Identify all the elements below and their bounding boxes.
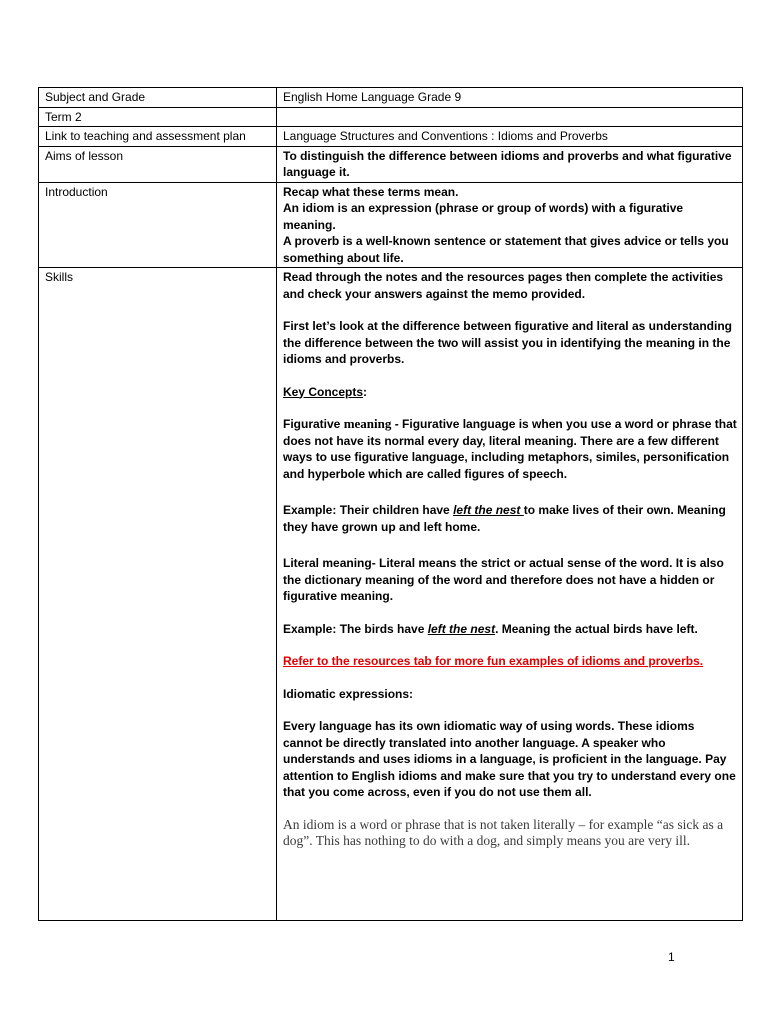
example-suffix: . Meaning the actual birds have left. — [495, 621, 698, 636]
lesson-plan-table — [38, 87, 743, 921]
example-suffix: to make lives of their own. Meaning they have grown up and left home. — [283, 503, 726, 534]
table-row — [39, 107, 743, 127]
intro-proverb — [283, 233, 737, 266]
row-label: Skills — [39, 268, 277, 921]
figurative-word: Figurative — [283, 417, 344, 431]
figurative-definition: - Figurative language is when you use a word or phrase that does not have its normal every day, literal meaning. There are a few different ways to use figurative language, including metaphors, similes, personification and hyperbole which are called figures of speech. — [283, 417, 737, 481]
idiomatic-heading: Idiomatic expressions: — [283, 686, 414, 701]
example-phrase: left the nest — [427, 621, 496, 636]
intro-idiom — [283, 200, 737, 233]
introduction-cell — [277, 182, 743, 268]
figurative-meaning-word: meaning — [343, 416, 392, 431]
intro-recap: Recap what these terms mean. — [283, 184, 459, 199]
skills-cell — [277, 268, 743, 921]
table-row — [39, 88, 743, 108]
row-label: Term 2 — [39, 107, 277, 127]
skills-intro: First let’s look at the difference between figurative and literal as understanding the difference between the two will assist you in identifying the meaning in the idioms and proverbs. — [283, 319, 732, 366]
skills-instructions: Read through the notes and the resources pages then complete the activities and check your answers against the memo provided. — [283, 270, 724, 301]
example-idiom: left the nest — [453, 503, 524, 517]
row-value: English Home Language Grade 9 — [277, 88, 743, 108]
row-value: To distinguish the difference between idioms and proverbs and what figurative language it. — [277, 146, 743, 182]
example-prefix: Example: Their children have — [283, 503, 454, 517]
table-row — [39, 182, 743, 268]
row-label: Link to teaching and assessment plan — [39, 127, 277, 147]
example-figurative — [283, 502, 737, 535]
literal-paragraph: Literal meaning- Literal means the strict or actual sense of the word. It is also the dictionary meaning of the word and therefore does not have a hidden or figurative meaning. — [283, 556, 724, 603]
example-prefix: Example: The birds have — [283, 621, 428, 636]
idiom-definition: is an expression (phrase or group of words) with a figurative meaning. — [283, 201, 684, 232]
key-concepts-colon: : — [363, 384, 368, 399]
key-concepts-label: Key Concepts — [283, 384, 364, 399]
example-literal — [283, 621, 737, 638]
row-label: Aims of lesson — [39, 146, 277, 182]
proverb-definition: is a well-known sentence or statement that gives advice or tells you something about life. — [283, 234, 729, 265]
table-row — [39, 146, 743, 182]
page-number: 1 — [668, 950, 675, 964]
idiom-term: An idiom — [283, 201, 335, 215]
row-label: Subject and Grade — [39, 88, 277, 108]
key-concepts-heading — [283, 384, 737, 401]
figurative-paragraph — [283, 416, 737, 482]
table-row — [39, 127, 743, 147]
row-value: Language Structures and Conventions : Idioms and Proverbs — [277, 127, 743, 147]
idiom-quote: An idiom is a word or phrase that is not taken literally – for example “as sick as a dog”. This has nothing to do with a dog, and simply means you are very ill. — [283, 816, 724, 848]
proverb-term: A proverb — [283, 234, 340, 248]
table-row — [39, 268, 743, 921]
row-label: Introduction — [39, 182, 277, 268]
idiomatic-body: Every language has its own idiomatic way of using words. These idioms cannot be directly translated into another language. A speaker who understands and uses idioms in a language, is proficient in the language. Pay attention to English idioms and make sure that you try to understand every one that you come across, even if you do not use them all. — [283, 719, 736, 799]
row-value — [277, 107, 743, 127]
resources-link[interactable]: Refer to the resources tab for more fun examples of idioms and proverbs. — [283, 654, 704, 668]
